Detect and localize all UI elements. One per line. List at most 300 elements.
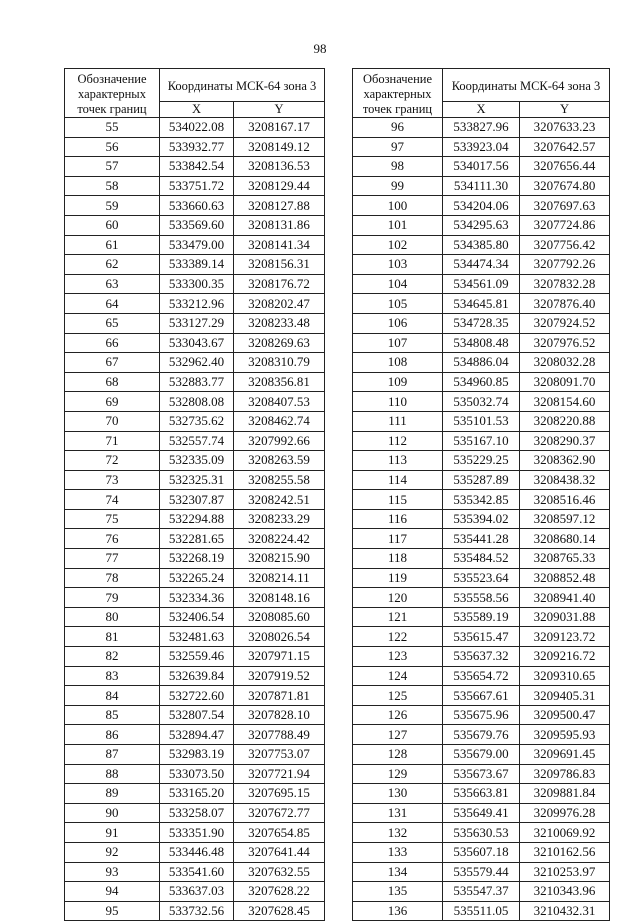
table-body-right [353, 118, 610, 921]
point-number-cell: 83 [65, 666, 160, 686]
table-row [353, 176, 610, 196]
point-number-cell: 119 [353, 568, 443, 588]
y-coordinate-cell: 3208356.81 [234, 372, 325, 392]
table-row [65, 823, 325, 843]
point-number-cell: 58 [65, 176, 160, 196]
x-coordinate-cell: 533541.60 [160, 862, 234, 882]
x-coordinate-cell: 532639.84 [160, 666, 234, 686]
point-number-cell: 123 [353, 647, 443, 667]
x-coordinate-cell: 535523.64 [443, 568, 520, 588]
table-row [353, 745, 610, 765]
y-coordinate-cell: 3207971.15 [234, 647, 325, 667]
point-number-cell: 104 [353, 274, 443, 294]
point-number-cell: 110 [353, 392, 443, 412]
x-coordinate-cell: 532294.88 [160, 509, 234, 529]
y-coordinate-cell: 3207724.86 [520, 215, 610, 235]
x-coordinate-cell: 534808.48 [443, 333, 520, 353]
x-coordinate-cell: 535558.56 [443, 588, 520, 608]
point-number-cell: 59 [65, 196, 160, 216]
x-coordinate-cell: 533569.60 [160, 215, 234, 235]
x-coordinate-cell: 534645.81 [443, 294, 520, 314]
point-number-cell: 80 [65, 607, 160, 627]
y-coordinate-cell: 3210343.96 [520, 882, 610, 902]
table-row [65, 901, 325, 921]
table-row [65, 509, 325, 529]
point-number-cell: 89 [65, 784, 160, 804]
table-row [353, 274, 610, 294]
table-row [353, 705, 610, 725]
x-coordinate-cell: 532268.19 [160, 549, 234, 569]
point-number-cell: 84 [65, 686, 160, 706]
y-coordinate-cell: 3208032.28 [520, 353, 610, 373]
y-coordinate-cell: 3208131.86 [234, 215, 325, 235]
table-row [65, 118, 325, 138]
point-number-cell: 57 [65, 157, 160, 177]
point-number-cell: 114 [353, 470, 443, 490]
point-number-cell: 130 [353, 784, 443, 804]
table-row [353, 255, 610, 275]
table-row [65, 568, 325, 588]
x-coordinate-cell: 535615.47 [443, 627, 520, 647]
table-row [353, 372, 610, 392]
x-coordinate-cell: 535649.41 [443, 803, 520, 823]
table-row [353, 607, 610, 627]
x-coordinate-cell: 532808.08 [160, 392, 234, 412]
table-row [353, 568, 610, 588]
y-coordinate-cell: 3208129.44 [234, 176, 325, 196]
table-row [65, 764, 325, 784]
y-coordinate-cell: 3208220.88 [520, 411, 610, 431]
table-row [353, 470, 610, 490]
table-row [353, 666, 610, 686]
x-coordinate-cell: 535663.81 [443, 784, 520, 804]
y-coordinate-cell: 3207654.85 [234, 823, 325, 843]
table-row [353, 901, 610, 921]
table-row [353, 588, 610, 608]
table-row [353, 862, 610, 882]
table-row [353, 882, 610, 902]
x-coordinate-cell: 533043.67 [160, 333, 234, 353]
y-coordinate-cell: 3207721.94 [234, 764, 325, 784]
point-number-cell: 96 [353, 118, 443, 138]
y-coordinate-cell: 3207753.07 [234, 745, 325, 765]
point-number-cell: 79 [65, 588, 160, 608]
x-coordinate-cell: 534022.08 [160, 118, 234, 138]
y-coordinate-cell: 3208215.90 [234, 549, 325, 569]
table-row [353, 215, 610, 235]
y-coordinate-cell: 3209786.83 [520, 764, 610, 784]
table-row [353, 118, 610, 138]
x-coordinate-cell: 532334.36 [160, 588, 234, 608]
table-row [65, 882, 325, 902]
page-number: 98 [313, 41, 327, 56]
point-number-cell: 98 [353, 157, 443, 177]
point-number-cell: 72 [65, 451, 160, 471]
y-coordinate-cell: 3208233.29 [234, 509, 325, 529]
table-row [65, 411, 325, 431]
point-number-cell: 102 [353, 235, 443, 255]
x-coordinate-cell: 535394.02 [443, 509, 520, 529]
table-row [65, 607, 325, 627]
x-coordinate-cell: 534295.63 [443, 215, 520, 235]
table-row [65, 745, 325, 765]
point-number-cell: 94 [65, 882, 160, 902]
point-number-cell: 126 [353, 705, 443, 725]
table-row [353, 509, 610, 529]
y-coordinate-cell: 3208941.40 [520, 588, 610, 608]
point-number-cell: 103 [353, 255, 443, 275]
point-number-cell: 131 [353, 803, 443, 823]
x-coordinate-cell: 533923.04 [443, 137, 520, 157]
x-coordinate-cell: 535679.76 [443, 725, 520, 745]
table-row [65, 705, 325, 725]
y-coordinate-cell: 3208290.37 [520, 431, 610, 451]
point-number-cell: 125 [353, 686, 443, 706]
point-number-cell: 93 [65, 862, 160, 882]
table-row [65, 725, 325, 745]
table-row [65, 862, 325, 882]
y-coordinate-cell: 3208214.11 [234, 568, 325, 588]
y-coordinate-cell: 3207924.52 [520, 313, 610, 333]
x-coordinate-cell: 535679.00 [443, 745, 520, 765]
table-row [65, 215, 325, 235]
table-row [353, 431, 610, 451]
table-row [65, 803, 325, 823]
table-row [353, 764, 610, 784]
y-coordinate-cell: 3208156.31 [234, 255, 325, 275]
point-number-cell: 111 [353, 411, 443, 431]
point-number-cell: 73 [65, 470, 160, 490]
point-number-cell: 86 [65, 725, 160, 745]
table-row [65, 451, 325, 471]
point-number-cell: 124 [353, 666, 443, 686]
x-coordinate-cell: 535630.53 [443, 823, 520, 843]
y-coordinate-cell: 3207828.10 [234, 705, 325, 725]
table-row [65, 431, 325, 451]
x-coordinate-cell: 532481.63 [160, 627, 234, 647]
point-number-cell: 85 [65, 705, 160, 725]
y-coordinate-cell: 3208127.88 [234, 196, 325, 216]
y-coordinate-cell: 3207876.40 [520, 294, 610, 314]
x-coordinate-cell: 534561.09 [443, 274, 520, 294]
point-number-cell: 100 [353, 196, 443, 216]
coordinates-header: Координаты МСК-64 зона 3 [160, 69, 325, 102]
y-coordinate-cell: 3208136.53 [234, 157, 325, 177]
point-number-cell: 133 [353, 842, 443, 862]
x-coordinate-cell: 533073.50 [160, 764, 234, 784]
y-coordinate-cell: 3208233.48 [234, 313, 325, 333]
y-coordinate-cell: 3208148.16 [234, 588, 325, 608]
point-number-cell: 115 [353, 490, 443, 510]
point-number-cell: 74 [65, 490, 160, 510]
table-row [353, 647, 610, 667]
y-coordinate-cell: 3210069.92 [520, 823, 610, 843]
table-row [353, 294, 610, 314]
table-row [65, 313, 325, 333]
x-coordinate-cell: 532722.60 [160, 686, 234, 706]
y-coordinate-cell: 3207628.45 [234, 901, 325, 921]
point-number-cell: 136 [353, 901, 443, 921]
table-row [65, 235, 325, 255]
y-coordinate-cell: 3209976.28 [520, 803, 610, 823]
table-row [353, 784, 610, 804]
table-row [65, 647, 325, 667]
point-number-cell: 77 [65, 549, 160, 569]
point-number-cell: 129 [353, 764, 443, 784]
x-coordinate-cell: 535484.52 [443, 549, 520, 569]
y-coordinate-cell: 3207792.26 [520, 255, 610, 275]
x-coordinate-cell: 533732.56 [160, 901, 234, 921]
x-coordinate-cell: 535229.25 [443, 451, 520, 471]
y-coordinate-cell: 3209500.47 [520, 705, 610, 725]
y-coordinate-cell: 3208202.47 [234, 294, 325, 314]
x-coordinate-cell: 532281.65 [160, 529, 234, 549]
x-coordinate-cell: 532807.54 [160, 705, 234, 725]
y-coordinate-cell: 3210432.31 [520, 901, 610, 921]
x-coordinate-cell: 534017.56 [443, 157, 520, 177]
y-coordinate-cell: 3209405.31 [520, 686, 610, 706]
y-coordinate-cell: 3209031.88 [520, 607, 610, 627]
point-label-header: Обозначение характерных точек границ [65, 69, 160, 118]
x-coordinate-cell: 535654.72 [443, 666, 520, 686]
y-coordinate-cell: 3207642.57 [520, 137, 610, 157]
x-coordinate-cell: 533479.00 [160, 235, 234, 255]
table-row [65, 549, 325, 569]
x-coordinate-cell: 535441.28 [443, 529, 520, 549]
table-row [353, 411, 610, 431]
y-coordinate-cell: 3209216.72 [520, 647, 610, 667]
y-coordinate-cell: 3207832.28 [520, 274, 610, 294]
y-coordinate-cell: 3209123.72 [520, 627, 610, 647]
point-number-cell: 101 [353, 215, 443, 235]
y-coordinate-cell: 3209595.93 [520, 725, 610, 745]
table-row [65, 353, 325, 373]
x-coordinate-cell: 535032.74 [443, 392, 520, 412]
x-coordinate-cell: 535287.89 [443, 470, 520, 490]
table-row [65, 274, 325, 294]
y-coordinate-cell: 3207976.52 [520, 333, 610, 353]
x-coordinate-cell: 533300.35 [160, 274, 234, 294]
point-number-cell: 88 [65, 764, 160, 784]
x-coordinate-cell: 532559.46 [160, 647, 234, 667]
table-row [65, 686, 325, 706]
y-coordinate-cell: 3208438.32 [520, 470, 610, 490]
y-coordinate-cell: 3209691.45 [520, 745, 610, 765]
point-number-cell: 116 [353, 509, 443, 529]
y-coordinate-cell: 3208310.79 [234, 353, 325, 373]
point-number-cell: 121 [353, 607, 443, 627]
y-coordinate-cell: 3208516.46 [520, 490, 610, 510]
table-row [65, 333, 325, 353]
point-number-cell: 91 [65, 823, 160, 843]
point-number-cell: 97 [353, 137, 443, 157]
y-coordinate-cell: 3207674.80 [520, 176, 610, 196]
y-coordinate-cell: 3208141.34 [234, 235, 325, 255]
y-header: Y [234, 102, 325, 118]
point-number-cell: 106 [353, 313, 443, 333]
x-coordinate-cell: 532735.62 [160, 411, 234, 431]
x-coordinate-cell: 532335.09 [160, 451, 234, 471]
y-coordinate-cell: 3207871.81 [234, 686, 325, 706]
point-number-cell: 76 [65, 529, 160, 549]
x-header: X [160, 102, 234, 118]
x-coordinate-cell: 532557.74 [160, 431, 234, 451]
y-coordinate-cell: 3207919.52 [234, 666, 325, 686]
x-coordinate-cell: 535167.10 [443, 431, 520, 451]
point-number-cell: 107 [353, 333, 443, 353]
point-number-cell: 134 [353, 862, 443, 882]
table-row [353, 313, 610, 333]
point-number-cell: 75 [65, 509, 160, 529]
y-coordinate-cell: 3208224.42 [234, 529, 325, 549]
table-row [353, 451, 610, 471]
point-number-cell: 60 [65, 215, 160, 235]
y-coordinate-cell: 3208462.74 [234, 411, 325, 431]
point-number-cell: 55 [65, 118, 160, 138]
table-row [353, 353, 610, 373]
y-coordinate-cell: 3207628.22 [234, 882, 325, 902]
point-number-cell: 108 [353, 353, 443, 373]
table-row [65, 392, 325, 412]
x-coordinate-cell: 535511.05 [443, 901, 520, 921]
point-number-cell: 64 [65, 294, 160, 314]
x-coordinate-cell: 533127.29 [160, 313, 234, 333]
table-row [353, 137, 610, 157]
table-row [65, 255, 325, 275]
y-coordinate-cell: 3208167.17 [234, 118, 325, 138]
point-number-cell: 113 [353, 451, 443, 471]
y-coordinate-cell: 3210162.56 [520, 842, 610, 862]
point-number-cell: 68 [65, 372, 160, 392]
point-number-cell: 67 [65, 353, 160, 373]
x-coordinate-cell: 534385.80 [443, 235, 520, 255]
table-row [65, 588, 325, 608]
point-number-cell: 61 [65, 235, 160, 255]
x-coordinate-cell: 535589.19 [443, 607, 520, 627]
x-coordinate-cell: 533637.03 [160, 882, 234, 902]
table-row [353, 196, 610, 216]
coordinates-table-right [352, 68, 610, 921]
y-coordinate-cell: 3208263.59 [234, 451, 325, 471]
x-coordinate-cell: 534960.85 [443, 372, 520, 392]
y-coordinate-cell: 3209881.84 [520, 784, 610, 804]
y-coordinate-cell: 3207656.44 [520, 157, 610, 177]
x-coordinate-cell: 535101.53 [443, 411, 520, 431]
x-coordinate-cell: 535547.37 [443, 882, 520, 902]
x-coordinate-cell: 532265.24 [160, 568, 234, 588]
x-coordinate-cell: 533389.14 [160, 255, 234, 275]
table-row [353, 549, 610, 569]
y-coordinate-cell: 3208255.58 [234, 470, 325, 490]
y-coordinate-cell: 3207633.23 [520, 118, 610, 138]
point-number-cell: 71 [65, 431, 160, 451]
y-coordinate-cell: 3208852.48 [520, 568, 610, 588]
point-number-cell: 82 [65, 647, 160, 667]
y-coordinate-cell: 3207756.42 [520, 235, 610, 255]
x-coordinate-cell: 534728.35 [443, 313, 520, 333]
x-coordinate-cell: 534111.30 [443, 176, 520, 196]
table-row [353, 686, 610, 706]
point-number-cell: 81 [65, 627, 160, 647]
x-coordinate-cell: 533351.90 [160, 823, 234, 843]
x-coordinate-cell: 533842.54 [160, 157, 234, 177]
y-coordinate-cell: 3209310.65 [520, 666, 610, 686]
y-coordinate-cell: 3208149.12 [234, 137, 325, 157]
table-row [65, 196, 325, 216]
y-coordinate-cell: 3207695.15 [234, 784, 325, 804]
table-row [65, 157, 325, 177]
x-coordinate-cell: 535637.32 [443, 647, 520, 667]
point-number-cell: 132 [353, 823, 443, 843]
point-number-cell: 122 [353, 627, 443, 647]
y-coordinate-cell: 3207697.63 [520, 196, 610, 216]
table-row [65, 490, 325, 510]
y-coordinate-cell: 3208269.63 [234, 333, 325, 353]
x-coordinate-cell: 535673.67 [443, 764, 520, 784]
table-row [353, 529, 610, 549]
y-coordinate-cell: 3208026.54 [234, 627, 325, 647]
x-coordinate-cell: 533932.77 [160, 137, 234, 157]
point-number-cell: 109 [353, 372, 443, 392]
point-number-cell: 63 [65, 274, 160, 294]
point-number-cell: 99 [353, 176, 443, 196]
x-header: X [443, 102, 520, 118]
point-number-cell: 62 [65, 255, 160, 275]
point-number-cell: 95 [65, 901, 160, 921]
y-coordinate-cell: 3208362.90 [520, 451, 610, 471]
point-number-cell: 112 [353, 431, 443, 451]
point-number-cell: 118 [353, 549, 443, 569]
coordinates-table-left [64, 68, 325, 921]
x-coordinate-cell: 535675.96 [443, 705, 520, 725]
point-number-cell: 90 [65, 803, 160, 823]
table-row [353, 803, 610, 823]
x-coordinate-cell: 534474.34 [443, 255, 520, 275]
x-coordinate-cell: 533660.63 [160, 196, 234, 216]
table-row [353, 627, 610, 647]
point-number-cell: 128 [353, 745, 443, 765]
table-row [353, 333, 610, 353]
y-coordinate-cell: 3208085.60 [234, 607, 325, 627]
table-row [65, 842, 325, 862]
table-row [65, 784, 325, 804]
y-coordinate-cell: 3208091.70 [520, 372, 610, 392]
x-coordinate-cell: 533212.96 [160, 294, 234, 314]
point-number-cell: 87 [65, 745, 160, 765]
x-coordinate-cell: 532894.47 [160, 725, 234, 745]
y-coordinate-cell: 3207672.77 [234, 803, 325, 823]
point-number-cell: 120 [353, 588, 443, 608]
y-coordinate-cell: 3207788.49 [234, 725, 325, 745]
x-coordinate-cell: 533827.96 [443, 118, 520, 138]
y-coordinate-cell: 3208242.51 [234, 490, 325, 510]
coordinates-header: Координаты МСК-64 зона 3 [443, 69, 610, 102]
table-row [353, 235, 610, 255]
x-coordinate-cell: 535667.61 [443, 686, 520, 706]
point-number-cell: 135 [353, 882, 443, 902]
point-number-cell: 105 [353, 294, 443, 314]
table-row [353, 842, 610, 862]
point-number-cell: 56 [65, 137, 160, 157]
table-row [353, 157, 610, 177]
point-number-cell: 78 [65, 568, 160, 588]
table-row [353, 490, 610, 510]
table-row [65, 176, 325, 196]
table-row [65, 137, 325, 157]
x-coordinate-cell: 532883.77 [160, 372, 234, 392]
x-coordinate-cell: 534204.06 [443, 196, 520, 216]
table-row [65, 666, 325, 686]
